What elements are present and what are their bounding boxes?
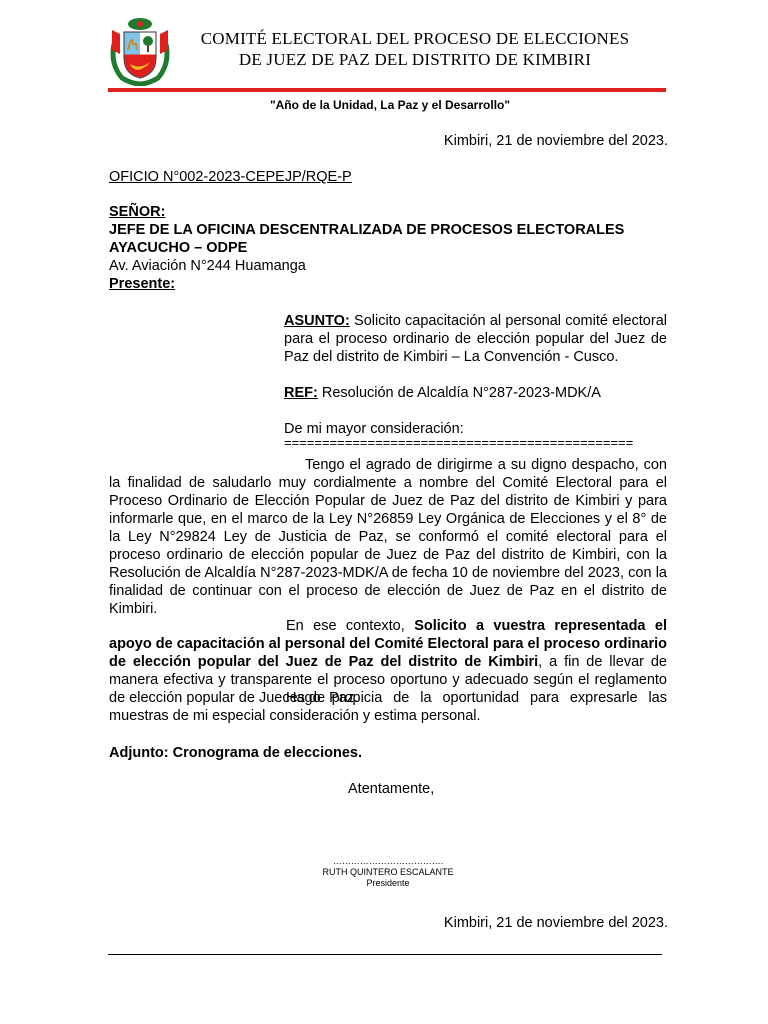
- date-top: Kimbiri, 21 de noviembre del 2023.: [443, 133, 668, 149]
- oficio-number: OFICIO N°002-2023-CEPEJP/RQE-P: [109, 169, 352, 185]
- year-motto: "Año de la Unidad, La Paz y el Desarrollo": [269, 98, 511, 112]
- greeting: De mi mayor consideración:: [284, 421, 464, 437]
- ref-line: [284, 384, 601, 402]
- attachment-note: Adjunto: Cronograma de elecciones.: [109, 745, 362, 761]
- header-line-1: COMITÉ ELECTORAL DEL PROCESO DE ELECCIONES: [200, 29, 630, 48]
- coat-of-arms-seal: [108, 14, 172, 86]
- signature-block: [270, 856, 506, 889]
- header-red-rule: [108, 88, 666, 92]
- presente-label: Presente:: [109, 276, 176, 292]
- asunto-label: ASUNTO:: [284, 313, 350, 329]
- signatory-name: RUTH QUINTERO ESCALANTE: [322, 867, 454, 877]
- signature-line: ……………………………….: [332, 856, 444, 866]
- committee-header: [180, 28, 650, 70]
- ref-label: REF:: [284, 385, 318, 401]
- header-line-2: DE JUEZ DE PAZ DEL DISTRITO DE KIMBIRI: [238, 50, 592, 69]
- paragraph-2-lead: En ese contexto,: [286, 618, 415, 634]
- recipient-block: [109, 203, 624, 293]
- asunto-paragraph: [284, 312, 667, 366]
- closing-text: Atentamente,: [348, 781, 435, 797]
- recipient-salutation: SEÑOR:: [109, 204, 166, 220]
- date-bottom: Kimbiri, 21 de noviembre del 2023.: [443, 915, 668, 931]
- body-paragraph-3: Hago propicia de la oportunidad para expresarle las muestras de mi especial consideración y estima personal.: [109, 690, 667, 724]
- paragraph-2-rest: , a fin de llevar de manera efectiva y transparente el proceso oportuno y adecuado según el reglamento de elección popular de Jueces de Paz.: [109, 654, 667, 706]
- paragraph-2-request: Solicito a vuestra representada el apoyo de capacitación al personal del Comité Electoral para el proceso ordinario de elección popular del Juez de Paz del distrito de Kimbiri: [109, 618, 667, 670]
- asunto-text: Solicito capacitación al personal comité electoral para el proceso ordinario de elección popular del Juez de Paz del distrito de Kimbiri – La Convención - Cusco.: [284, 313, 667, 365]
- body-paragraph-1: Tengo el agrado de dirigirme a su digno despacho, con la finalidad de saludarlo muy cordialmente a nombre del Comité Electoral para el Proceso Ordinario de Elección Popular de Juez de Paz del distrito de Kimbiri y para informarle que, en el marco de la Ley N°26859 Ley Orgánica de Elecciones y el 8° de la Ley N°29824 Ley de Justicia de Paz, se conformó el comité electoral para el proceso ordinario de elección popular de Juez de Paz del distrito de Kimbiri, con la Resolución de Alcaldía N°287-2023-MDK/A de fecha 10 de noviembre del 2023, con la finalidad de continuar con el proceso de elección de Juez de Paz en el distrito de Kimbiri.: [109, 457, 667, 617]
- ref-text: Resolución de Alcaldía N°287-2023-MDK/A: [317, 385, 601, 401]
- recipient-title-line-1: JEFE DE LA OFICINA DESCENTRALIZADA DE PROCESOS ELECTORALES: [109, 222, 625, 238]
- footer-rule: [108, 954, 662, 955]
- recipient-address: Av. Aviación N°244 Huamanga: [109, 258, 306, 274]
- separator-line: ==============================================: [284, 435, 634, 450]
- recipient-title-line-2: AYACUCHO – ODPE: [109, 240, 248, 256]
- signatory-role: Presidente: [366, 878, 410, 888]
